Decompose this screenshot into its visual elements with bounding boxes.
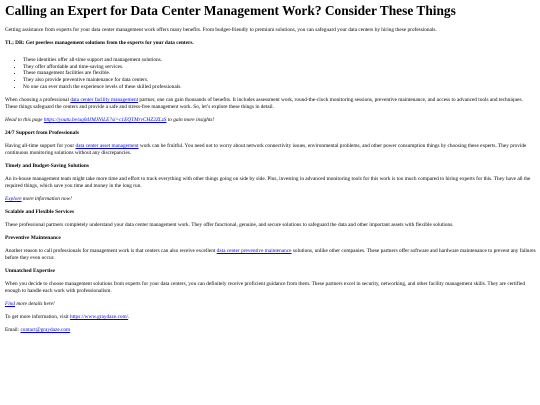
head-to-text-after: to gain more insights! [166, 117, 215, 124]
facility-paragraph [5, 97, 536, 111]
support-text-after: work can be fruitful. You need not to worry about network connectivity issues, environmental problems, and other power consumption things by choosing these experts. They provide continuous monitoring solutions without any discrepancies. [5, 143, 527, 157]
facility-text-after: partner, one can gain thousands of benefits. It includes assessment work, round-the-clock monitoring sessions, preventive maintenance, and access to advanced tools and techniques. These things safeguard the centers and provide a safe and stress-free management work. So, let’s explore these things in detail. [5, 97, 523, 111]
facility-text-before: When choosing a professional [5, 97, 71, 104]
explore-link[interactable] [5, 196, 22, 202]
find-link[interactable] [5, 301, 15, 307]
support-paragraph [5, 143, 536, 157]
summary-list [5, 57, 536, 91]
youtube-link[interactable] [44, 117, 167, 123]
email-line [5, 327, 536, 334]
section-heading-scalable: Scalable and Flexible Services [5, 209, 75, 215]
facility-management-link[interactable]: data center facility management [70, 97, 139, 104]
list-item: • These identities offer all-time support and management solutions. [23, 57, 536, 64]
find-line [5, 301, 536, 308]
page-title: Calling an Expert for Data Center Management Work? Consider These Things [5, 3, 456, 18]
list-item: • No one can ever match the experience levels of these skilled professionals. [23, 84, 536, 91]
visit-line [5, 314, 536, 321]
list-item: • They offer affordable and time-saving services. [23, 64, 536, 71]
website-link[interactable]: https://www.graydaze.com/ [69, 313, 129, 320]
preventive-maintenance-link[interactable]: data center preventive maintenance [216, 248, 292, 255]
youtube-link-text: https://youtu.be/uq0dJMJNiLE?si=c1EQTMrvCHZ2ZLzS [43, 117, 167, 124]
asset-management-link[interactable]: data center asset management [75, 143, 139, 150]
find-link-text: Find [5, 300, 16, 307]
explore-link-text: Explore [5, 196, 22, 203]
preventive-text-before: Another reason to call professionals for management work is that centers can also receive excellent [5, 248, 217, 255]
explore-text-after: more information now! [21, 196, 72, 203]
preventive-paragraph [5, 248, 536, 262]
head-to-line [5, 117, 536, 124]
intro-paragraph: Getting assistance from experts for your data center management work offers many benefits. From budget-friendly to premium solutions, you can safeguard your data centers by hiring these professionals. [5, 26, 437, 33]
email-label: Email: [5, 326, 21, 333]
section-heading-timely: Timely and Budget-Saving Solutions [5, 163, 89, 170]
preventive-text-after: solutions, unlike other companies. These partners offer software and hardware maintenance to prevent any failures before they even occur. [5, 248, 536, 261]
timely-paragraph: An in-house management team might take more time and effort to track everything with other things going on side by side. Plus, investing in advanced monitoring tools for this work is too much compared to hiring experts for this. They have all the required things, which save you time and money in the long run. [5, 176, 531, 190]
tldr-line [5, 40, 536, 47]
list-item: • They also provide preventive maintenance for data centers. [23, 77, 536, 84]
section-heading-support: 24/7 Support from Professionals [5, 130, 79, 137]
explore-line [5, 196, 536, 203]
head-to-text-before: Head to this page [5, 117, 44, 124]
scalable-paragraph: These professional partners completely understand your data center management work. They offer functional, genuine, and secure solutions to safeguard the data and other important assets with flexible solutions. [5, 222, 454, 229]
visit-text-before: To get more information, visit [5, 313, 70, 320]
tldr-text: TL; DR: Get peerless management solutions from the experts for your data centers. [5, 39, 194, 46]
find-text-after: more details here! [15, 300, 55, 307]
list-item: • These management facilities are flexible. [23, 70, 536, 77]
expertise-paragraph: When you decide to choose management solutions from experts for your data centers, you can definitely receive proficient guidance from them. These partners excel in security, networking, and other facility management skills. They are certified enough to handle each work with professionalism. [5, 281, 525, 294]
section-heading-preventive: Preventive Maintenance [5, 235, 61, 241]
email-link[interactable]: contact@graydaze.com [20, 326, 71, 333]
support-text-before: Having all-time support for your [5, 143, 76, 150]
visit-text-after: . [128, 313, 130, 320]
section-heading-expertise: Unmatched Expertise [5, 267, 55, 274]
